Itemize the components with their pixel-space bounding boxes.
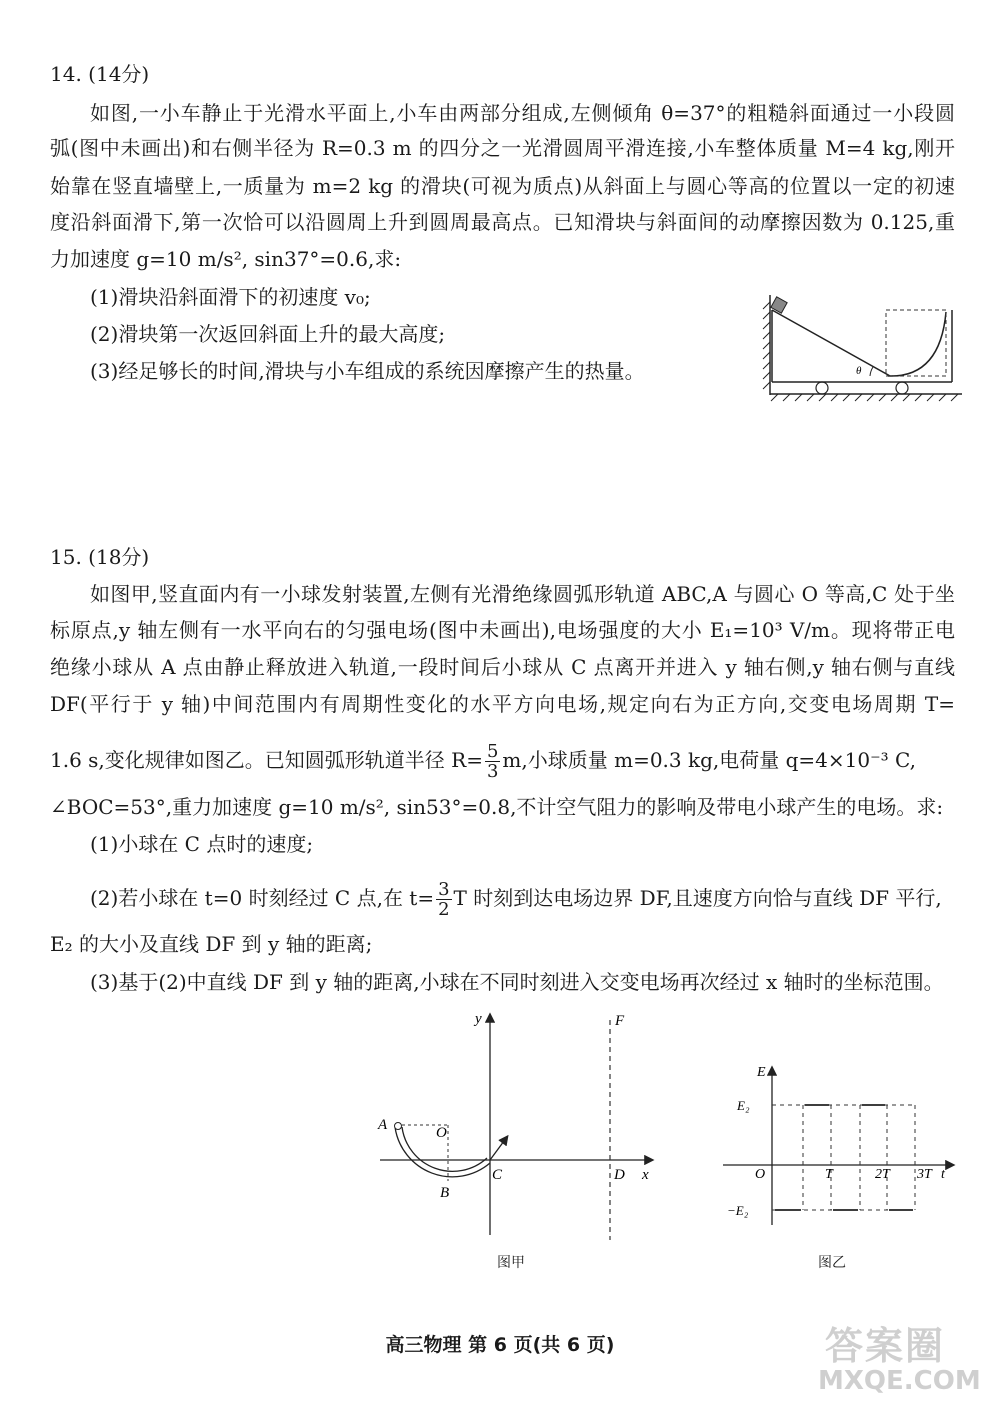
q14-subquestion-3: (3)经足够长的时间,滑块与小车组成的系统因摩擦产生的热量。	[90, 359, 645, 383]
point-B-label: B	[440, 1185, 450, 1201]
q15-text-line-4: DF(平行于 y 轴)中间范围内有周期性变化的水平方向电场,规定向右为正方向,交变电场周期 T=	[50, 692, 955, 716]
q14-subquestion-1: (1)滑块沿斜面滑下的初速度 v₀;	[90, 285, 371, 309]
q15-figure-jia	[370, 1005, 660, 1245]
q14-text-line-5: 力加速度 g=10 m/s², sin37°=0.6,求:	[50, 247, 402, 271]
figure-yi-caption: 图乙	[818, 1255, 846, 1271]
q14-text-line-1: 如图,一小车静止于光滑水平面上,小车由两部分组成,左侧倾角 θ=37°的粗糙斜面通过一小段圆	[90, 101, 955, 125]
radius-fraction-numerator: 5	[486, 741, 499, 762]
q14-subquestion-2: (2)滑块第一次返回斜面上升的最大高度;	[90, 322, 446, 346]
q15-subquestion-3: (3)基于(2)中直线 DF 到 y 轴的距离,小球在不同时刻进入交变电场再次经过 x 轴时的坐标范围。	[90, 970, 944, 994]
point-D-label: D	[614, 1167, 625, 1183]
negative-E2-label: −E₂	[727, 1203, 749, 1218]
t-axis-label: t	[941, 1167, 945, 1182]
tick-3T-label: 3T	[917, 1167, 932, 1182]
origin-label: O	[755, 1167, 766, 1182]
q15-text-line-6: ∠BOC=53°,重力加速度 g=10 m/s², sin53°=0.8,不计空气阻力的影响及带电小球产生的电场。求:	[50, 795, 944, 819]
time-fraction-numerator: 3	[438, 879, 450, 900]
theta-label: θ	[856, 365, 862, 377]
time-fraction-denominator: 2	[438, 899, 450, 920]
q15-subquestion-1: (1)小球在 C 点时的速度;	[90, 832, 314, 856]
q15-text-line-2: 标原点,y 轴左侧有一水平向右的匀强电场(图中未画出),电场强度的大小 E₁=10³ V/m。现将带正电	[50, 618, 955, 642]
q14-text-line-4: 度沿斜面滑下,第一次恰可以沿圆周上升到圆周最高点。已知滑块与斜面间的动摩擦因数为 0.125,重	[50, 210, 955, 234]
tick-T-label: T	[825, 1167, 833, 1182]
watermark-site: MXQE.COM	[818, 1366, 981, 1396]
q15-sub2-part-b: T 时刻到达电场边界 DF,且速度方向恰与直线 DF 平行,	[453, 886, 942, 910]
q15-subquestion-2	[90, 880, 942, 919]
E2-label: E₂	[737, 1098, 750, 1113]
q15-text-line-1: 如图甲,竖直面内有一小球发射装置,左侧有光滑绝缘圆弧形轨道 ABC,A 与圆心 O 等高,C 处于坐	[90, 582, 955, 606]
q15-line5-part-b: m,小球质量 m=0.3 kg,电荷量 q=4×10⁻³ C,	[502, 748, 916, 772]
q15-text-line-5	[50, 742, 916, 781]
point-C-label: C	[492, 1167, 503, 1183]
q15-figure-yi	[715, 1060, 960, 1230]
time-fraction	[436, 880, 451, 919]
q14-heading: 14. (14分)	[50, 62, 150, 86]
point-A-label: A	[378, 1117, 388, 1133]
q15-sub2-part-a: (2)若小球在 t=0 时刻经过 C 点,在 t=	[90, 886, 435, 910]
tick-2T-label: 2T	[875, 1167, 890, 1182]
E-axis-label: E	[757, 1065, 766, 1080]
y-axis-label: y	[475, 1011, 482, 1027]
q14-text-line-2: 弧(图中未画出)和右侧半径为 R=0.3 m 的四分之一光滑圆周平滑连接,小车整体质量 M=4 kg,刚开	[50, 136, 955, 160]
x-axis-label: x	[642, 1167, 649, 1183]
watermark-logo: 答案圈	[825, 1324, 946, 1368]
q14-cart-figure	[760, 290, 970, 410]
point-F-label: F	[615, 1013, 625, 1029]
q15-text-line-3: 绝缘小球从 A 点由静止释放进入轨道,一段时间后小球从 C 点离开并进入 y 轴右侧,y 轴右侧与直线	[50, 655, 955, 679]
q15-line5-part-a: 1.6 s,变化规律如图乙。已知圆弧形轨道半径 R=	[50, 748, 483, 772]
point-O-label: O	[436, 1125, 447, 1141]
page-footer: 高三物理 第 6 页(共 6 页)	[385, 1334, 615, 1356]
q15-subquestion-2-continued: E₂ 的大小及直线 DF 到 y 轴的距离;	[50, 932, 373, 956]
figure-jia-caption: 图甲	[497, 1255, 525, 1271]
q14-text-line-3: 始靠在竖直墙壁上,一质量为 m=2 kg 的滑块(可视为质点)从斜面上与圆心等高的位置以一定的初速	[50, 174, 955, 198]
q15-heading: 15. (18分)	[50, 545, 150, 569]
radius-fraction	[485, 742, 500, 781]
radius-fraction-denominator: 3	[486, 761, 499, 782]
